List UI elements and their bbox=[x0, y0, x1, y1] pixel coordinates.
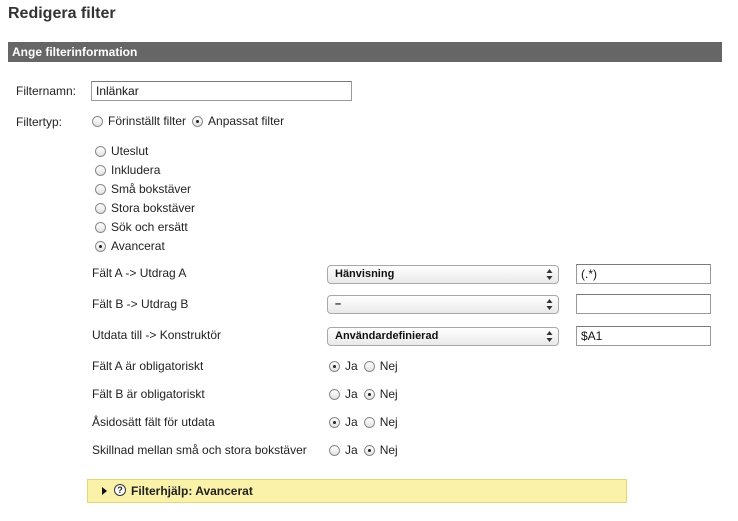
help-icon: ? bbox=[114, 484, 126, 496]
custom-type-exclude-label: Uteslut bbox=[111, 144, 149, 158]
field-b-required-no-radio[interactable] bbox=[364, 389, 375, 400]
filter-type-custom-radio[interactable] bbox=[192, 116, 203, 127]
no-label: Nej bbox=[379, 443, 398, 457]
filter-help-label: Filterhjälp: Avancerat bbox=[131, 484, 253, 498]
field-a-required-group bbox=[329, 359, 398, 373]
override-output-label: Åsidosätt fält för utdata bbox=[92, 415, 215, 429]
no-label: Nej bbox=[379, 359, 398, 373]
field-b-label: Fält B -> Utdrag B bbox=[92, 297, 189, 311]
filter-type-label: Filtertyp: bbox=[16, 115, 63, 129]
select-arrows-icon bbox=[546, 330, 553, 343]
field-a-label: Fält A -> Utdrag A bbox=[92, 266, 187, 280]
case-sensitive-label: Skillnad mellan små och stora bokstäver bbox=[92, 443, 307, 457]
custom-type-search-replace-radio[interactable] bbox=[95, 222, 106, 233]
custom-type-search-replace[interactable] bbox=[95, 220, 188, 234]
field-b-select-value: – bbox=[335, 298, 342, 310]
field-b-required-yes-radio[interactable] bbox=[329, 389, 340, 400]
custom-type-lowercase-radio[interactable] bbox=[95, 184, 106, 195]
field-b-required-label: Fält B är obligatoriskt bbox=[92, 387, 205, 401]
custom-type-lowercase[interactable] bbox=[95, 182, 191, 196]
custom-type-include-label: Inkludera bbox=[111, 163, 161, 177]
filter-help-toggle[interactable] bbox=[87, 479, 627, 503]
no-label: Nej bbox=[379, 415, 398, 429]
custom-type-lowercase-label: Små bokstäver bbox=[111, 182, 192, 196]
custom-type-search-replace-label: Sök och ersätt bbox=[111, 220, 188, 234]
case-sensitive-yes-radio[interactable] bbox=[329, 445, 340, 456]
custom-type-advanced-label: Avancerat bbox=[111, 239, 165, 253]
custom-type-include[interactable] bbox=[95, 163, 160, 177]
section-header: Ange filterinformation bbox=[8, 42, 722, 62]
select-arrows-icon bbox=[546, 268, 553, 281]
yes-label: Ja bbox=[345, 415, 358, 429]
yes-label: Ja bbox=[345, 387, 358, 401]
override-output-yes-radio[interactable] bbox=[329, 417, 340, 428]
field-a-required-yes-radio[interactable] bbox=[329, 361, 340, 372]
filter-type-preset-radio[interactable] bbox=[92, 116, 103, 127]
output-select[interactable] bbox=[327, 327, 559, 346]
page-title: Redigera filter bbox=[8, 5, 116, 22]
custom-type-include-radio[interactable] bbox=[95, 165, 106, 176]
custom-type-advanced[interactable] bbox=[95, 239, 165, 253]
output-label: Utdata till -> Konstruktör bbox=[92, 328, 222, 342]
filter-type-group bbox=[92, 114, 284, 128]
override-output-group bbox=[329, 415, 398, 429]
field-b-required-group bbox=[329, 387, 398, 401]
case-sensitive-no-radio[interactable] bbox=[364, 445, 375, 456]
yes-label: Ja bbox=[345, 359, 358, 373]
field-a-select-value: Hänvisning bbox=[335, 268, 395, 280]
custom-type-uppercase[interactable] bbox=[95, 201, 195, 215]
field-a-required-label: Fält A är obligatoriskt bbox=[92, 359, 204, 373]
custom-type-uppercase-label: Stora bokstäver bbox=[111, 201, 196, 215]
override-output-no-radio[interactable] bbox=[364, 417, 375, 428]
filter-name-input[interactable] bbox=[91, 81, 352, 101]
field-a-select[interactable] bbox=[327, 265, 559, 284]
field-a-required-no-radio[interactable] bbox=[364, 361, 375, 372]
custom-type-exclude[interactable] bbox=[95, 144, 148, 158]
no-label: Nej bbox=[379, 387, 398, 401]
output-select-value: Användardefinierad bbox=[335, 330, 439, 342]
select-arrows-icon bbox=[546, 298, 553, 311]
custom-type-exclude-radio[interactable] bbox=[95, 146, 106, 157]
output-input[interactable] bbox=[576, 326, 711, 346]
field-b-input[interactable] bbox=[576, 294, 711, 314]
disclosure-triangle-icon bbox=[102, 487, 107, 495]
field-a-input[interactable] bbox=[576, 264, 711, 284]
custom-type-advanced-radio[interactable] bbox=[95, 241, 106, 252]
filter-name-label: Filternamn: bbox=[16, 84, 77, 98]
field-b-select[interactable] bbox=[327, 295, 559, 314]
filter-type-custom-label: Anpassat filter bbox=[208, 114, 285, 128]
yes-label: Ja bbox=[345, 443, 358, 457]
filter-type-preset-label: Förinställt filter bbox=[108, 114, 187, 128]
custom-type-uppercase-radio[interactable] bbox=[95, 203, 106, 214]
case-sensitive-group bbox=[329, 443, 398, 457]
